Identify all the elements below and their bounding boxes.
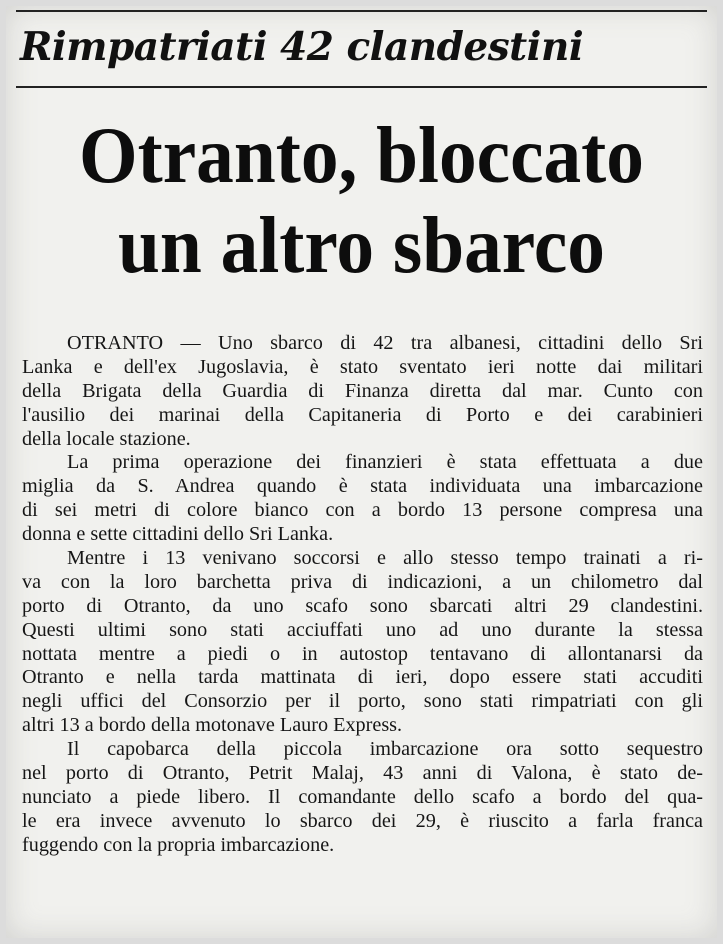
newspaper-clipping bbox=[6, 6, 717, 938]
article-line: donna e sette cittadini dello Sri Lanka. bbox=[22, 523, 334, 546]
article-line: della Brigata della Guardia di Finanza diretta dal mar. Cunto con bbox=[22, 379, 703, 402]
article-line: La prima operazione dei finanzieri è stata effettuata a due bbox=[67, 451, 703, 474]
article-line: Lanka e dell'ex Jugoslavia, è stato sventato ieri notte dai militari bbox=[22, 355, 703, 378]
kicker-rule bbox=[16, 86, 707, 88]
headline-line-1: Otranto, bloccato bbox=[79, 110, 644, 200]
top-rule bbox=[16, 10, 707, 12]
article-body bbox=[22, 332, 703, 858]
article-line: Il capobarca della piccola imbarcazione ora sotto sequestro bbox=[67, 738, 703, 761]
article-line: porto di Otranto, da uno scafo sono sbarcati altri 29 clandestini. bbox=[22, 594, 703, 617]
article-line: va con la loro barchetta priva di indicazioni, a un chilometro dal bbox=[22, 570, 703, 593]
article-line: l'ausilio dei marinai della Capitaneria di Porto e dei carabinieri bbox=[22, 403, 703, 426]
article-line: Questi ultimi sono stati acciuffati uno ad uno durante la stessa bbox=[22, 618, 703, 641]
main-headline bbox=[31, 110, 692, 290]
article-line: negli uffici del Consorzio per il porto, sono stati rimpatriati con gli bbox=[22, 690, 703, 713]
article-line: nottata mentre a piedi o in autostop tentavano di allontanarsi da bbox=[22, 642, 703, 665]
article-line: Otranto e nella tarda mattinata di ieri, dopo essere stati accuditi bbox=[22, 666, 703, 689]
article-line: Mentre i 13 venivano soccorsi e allo stesso tempo trainati a ri- bbox=[67, 547, 703, 570]
article-line: di sei metri di colore bianco con a bordo 13 persone compresa una bbox=[22, 499, 703, 522]
kicker-headline: Rimpatriati 42 clandestini bbox=[20, 24, 584, 70]
article-line: altri 13 a bordo della motonave Lauro Express. bbox=[22, 714, 403, 737]
article-line: della locale stazione. bbox=[22, 427, 191, 450]
article-line: le era invece avvenuto lo sbarco dei 29, è riuscito a farla franca bbox=[22, 809, 703, 832]
article-line: miglia da S. Andrea quando è stata individuata una imbarcazione bbox=[22, 475, 703, 498]
article-line: fuggendo con la propria imbarcazione. bbox=[22, 833, 335, 856]
headline-line-2: un altro sbarco bbox=[118, 200, 605, 290]
article-line: nel porto di Otranto, Petrit Malaj, 43 anni di Valona, è stato de- bbox=[22, 762, 703, 785]
article-line: OTRANTO — Uno sbarco di 42 tra albanesi, cittadini dello Sri bbox=[67, 332, 703, 354]
article-line: nunciato a piede libero. Il comandante dello scafo a bordo del qua- bbox=[22, 785, 703, 808]
